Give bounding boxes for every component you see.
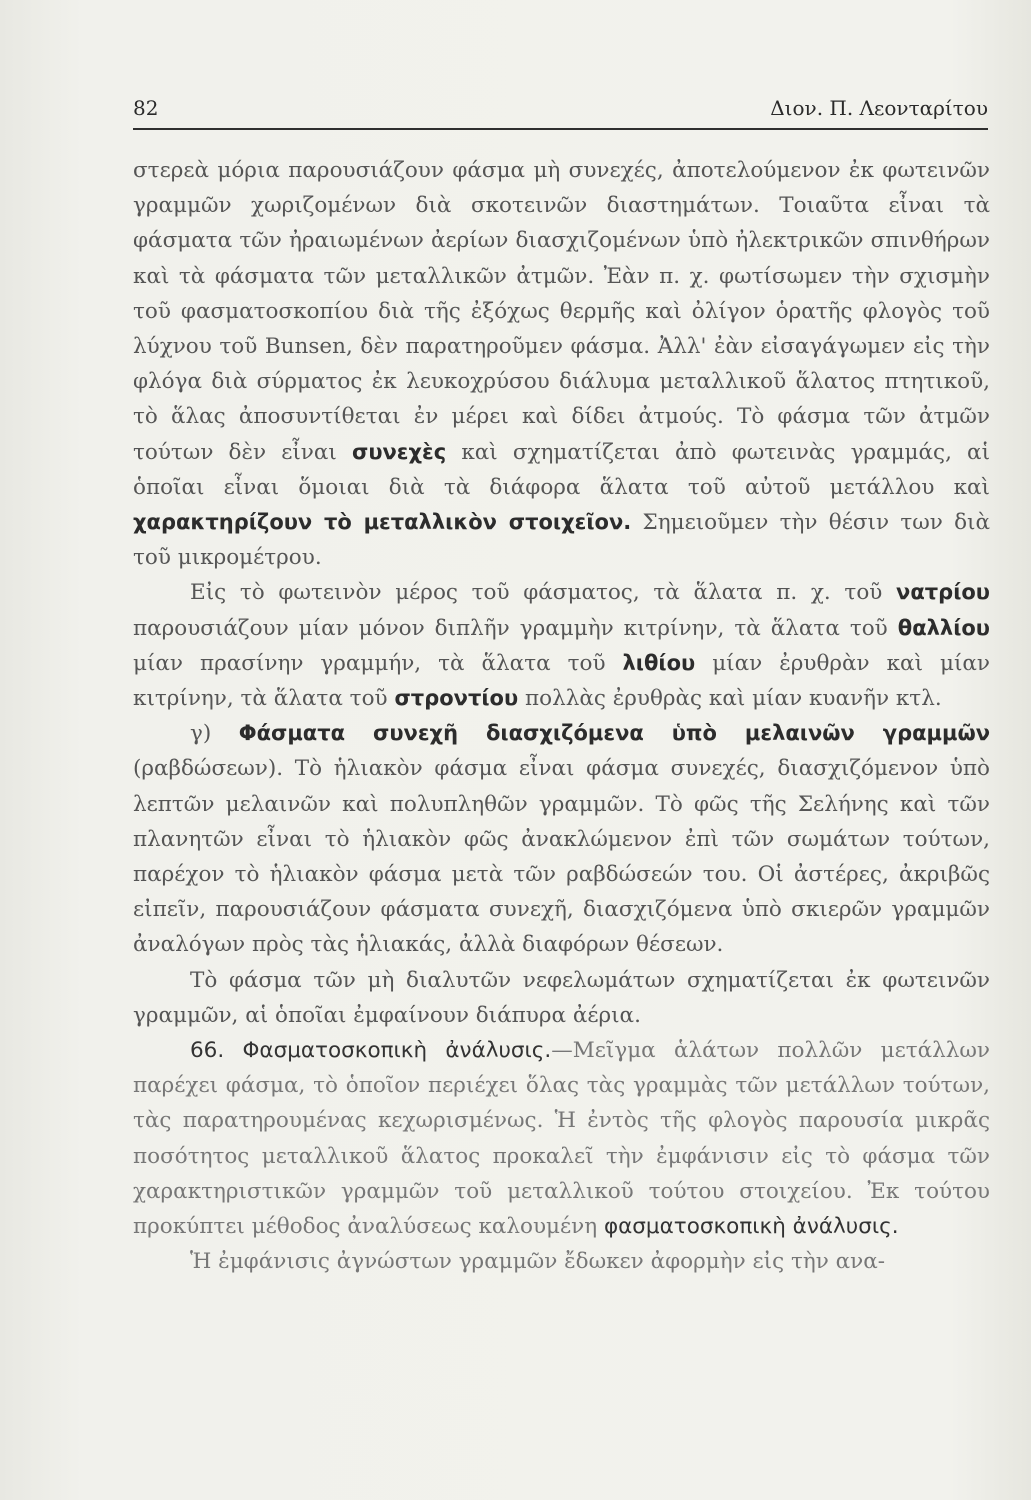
text-run: Σημειοῦμεν τὴν θέσιν των διὰ τοῦ μικρομέτρου. — [133, 510, 990, 571]
text-run: μίαν πρασίνην γραμμήν, τὰ ἅλατα τοῦ — [133, 650, 623, 676]
paragraph-1 — [133, 153, 990, 575]
section-heading: Φασματοσκοπικὴ ἀνάλυσις. — [242, 1038, 552, 1064]
text-run: Εἰς τὸ φωτεινὸν μέρος τοῦ φάσματος, τὰ ἅλατα π. χ. τοῦ — [190, 580, 897, 606]
text-run: —Μεῖγμα ἁλάτων πολλῶν μετάλλων παρέχει φάσμα, τὸ ὁποῖον περιέχει ὅλας τὰς γραμμὰς τῶν μετάλλων τούτων, τὰς παρατηρουμένας κεχωρισμένως. Ἡ ἐντὸς τῆς φλογὸς παρουσία μικρᾶς ποσότητος μεταλλικοῦ ἅλατος προκαλεῖ τὴν ἐμφάνισιν εἰς τὸ φάσμα τῶν χαρακτηριστικῶν γραμμῶν τοῦ μεταλλικοῦ τούτου στοιχείου. Ἐκ τούτου προκύπτει μέθοδος ἀναλύσεως καλουμένη — [133, 1038, 990, 1240]
paragraph-3 — [133, 716, 990, 962]
bold-term: συνεχὲς — [351, 439, 447, 464]
paragraph-5 — [133, 1033, 990, 1244]
text-run: μίαν ἐρυθρὰν καὶ μίαν κιτρίνην, τὰ ἅλατα τοῦ — [133, 650, 990, 712]
section-heading: Φάσματα συνεχῆ διασχιζόμενα ὑπὸ μελαινῶν γραμμῶν — [238, 721, 990, 746]
running-head: Διον. Π. Λεονταρίτου — [770, 96, 988, 120]
text-run: Ἡ ἐμφάνισις ἀγνώστων γραμμῶν ἔδωκεν ἀφορμὴν εἰς τὴν ανα- — [190, 1249, 886, 1275]
text-run: (ραβδώσεων). Τὸ ἡλιακὸν φάσμα εἶναι φάσμα συνεχές, διασχιζόμενον ὑπὸ λεπτῶν μελαινῶν καὶ πολυπληθῶν γραμμῶν. Τὸ φῶς τῆς Σελήνης καὶ τῶν πλανητῶν εἶναι τὸ ἡλιακὸν φῶς ἀνακλώμενον ἐπὶ τῶν σωμάτων τούτων, παρέχον τὸ ἡλιακὸν φάσμα μετὰ τῶν ραβδώσεών του. Οἱ ἀστέρες, ἀκριβῶς εἰπεῖν, παρουσιάζουν φάσματα συνεχῆ, διασχιζόμενα ὑπὸ σκιερῶν γραμμῶν ἀναλόγων πρὸς τὰς ἡλιακάς, ἀλλὰ διαφόρων θέσεων. — [133, 756, 990, 958]
paragraph-4 — [133, 963, 990, 1033]
list-label: γ) — [190, 721, 239, 747]
page-header — [133, 96, 988, 130]
page-number: 82 — [133, 96, 159, 120]
bold-term: νατρίου — [896, 580, 990, 605]
paragraph-6 — [133, 1244, 990, 1279]
text-run: στερεὰ μόρια παρουσιάζουν φάσμα μὴ συνεχές, ἀποτελούμενον ἐκ φωτεινῶν γραμμῶν χωριζομένων διὰ σκοτεινῶν διαστημάτων. Τοιαῦτα εἶναι τὰ φάσματα τῶν ἠραιωμένων ἀερίων διασχιζομένων ὑπὸ ἠλεκτρικῶν σπινθήρων καὶ τὰ φάσματα τῶν μεταλλικῶν ἀτμῶν. Ἐὰν π. χ. φωτίσωμεν τὴν σχισμὴν τοῦ φασματοσκοπίου διὰ τῆς ἐξόχως θερμῆς καὶ ὀλίγον ὁρατῆς φλογὸς τοῦ λύχνου τοῦ Bunsen, δὲν παρατηροῦμεν φάσμα. Ἀλλ' ἐὰν εἰσαγάγωμεν εἰς τὴν φλόγα διὰ σύρματος ἐκ λευκοχρύσου διάλυμα μεταλλικοῦ ἅλατος πτητικοῦ, τὸ ἅλας ἀποσυντίθεται ἐν μέρει καὶ δίδει ἀτμούς. Τὸ φάσμα τῶν ἀτμῶν τούτων δὲν εἶναι — [133, 158, 990, 465]
body-text — [133, 153, 990, 1280]
bold-term: λιθίου — [622, 650, 696, 675]
text-run: καὶ σχηματίζεται ἀπὸ φωτεινὰς γραμμάς, αἱ ὁποῖαι εἶναι ὅμοιαι διὰ τὰ διάφορα ἅλατα τοῦ αὐτοῦ μετάλλου καὶ — [133, 439, 991, 500]
paragraph-2 — [133, 575, 990, 716]
bold-term: φασματοσκοπικὴ ἀνάλυσις. — [603, 1214, 899, 1240]
text-run: Τὸ φάσμα τῶν μὴ διαλυτῶν νεφελωμάτων σχηματίζεται ἐκ φωτεινῶν γραμμῶν, αἱ ὁποῖαι ἐμφαίνουν διάπυρα ἀέρια. — [133, 967, 990, 1028]
bold-term: θαλλίου — [897, 615, 990, 640]
text-run: παρουσιάζουν μίαν μόνον διπλῆν γραμμὴν κιτρίνην, τὰ ἅλατα τοῦ — [133, 615, 898, 641]
bold-term: χαρακτηρίζουν τὸ μεταλλικὸν στοιχεῖον. — [133, 510, 632, 535]
bold-term: στροντίου — [394, 686, 519, 711]
text-run: πολλὰς ἐρυθρὰς καὶ μίαν κυανῆν κτλ. — [518, 686, 942, 712]
section-number: 66. — [190, 1038, 243, 1064]
